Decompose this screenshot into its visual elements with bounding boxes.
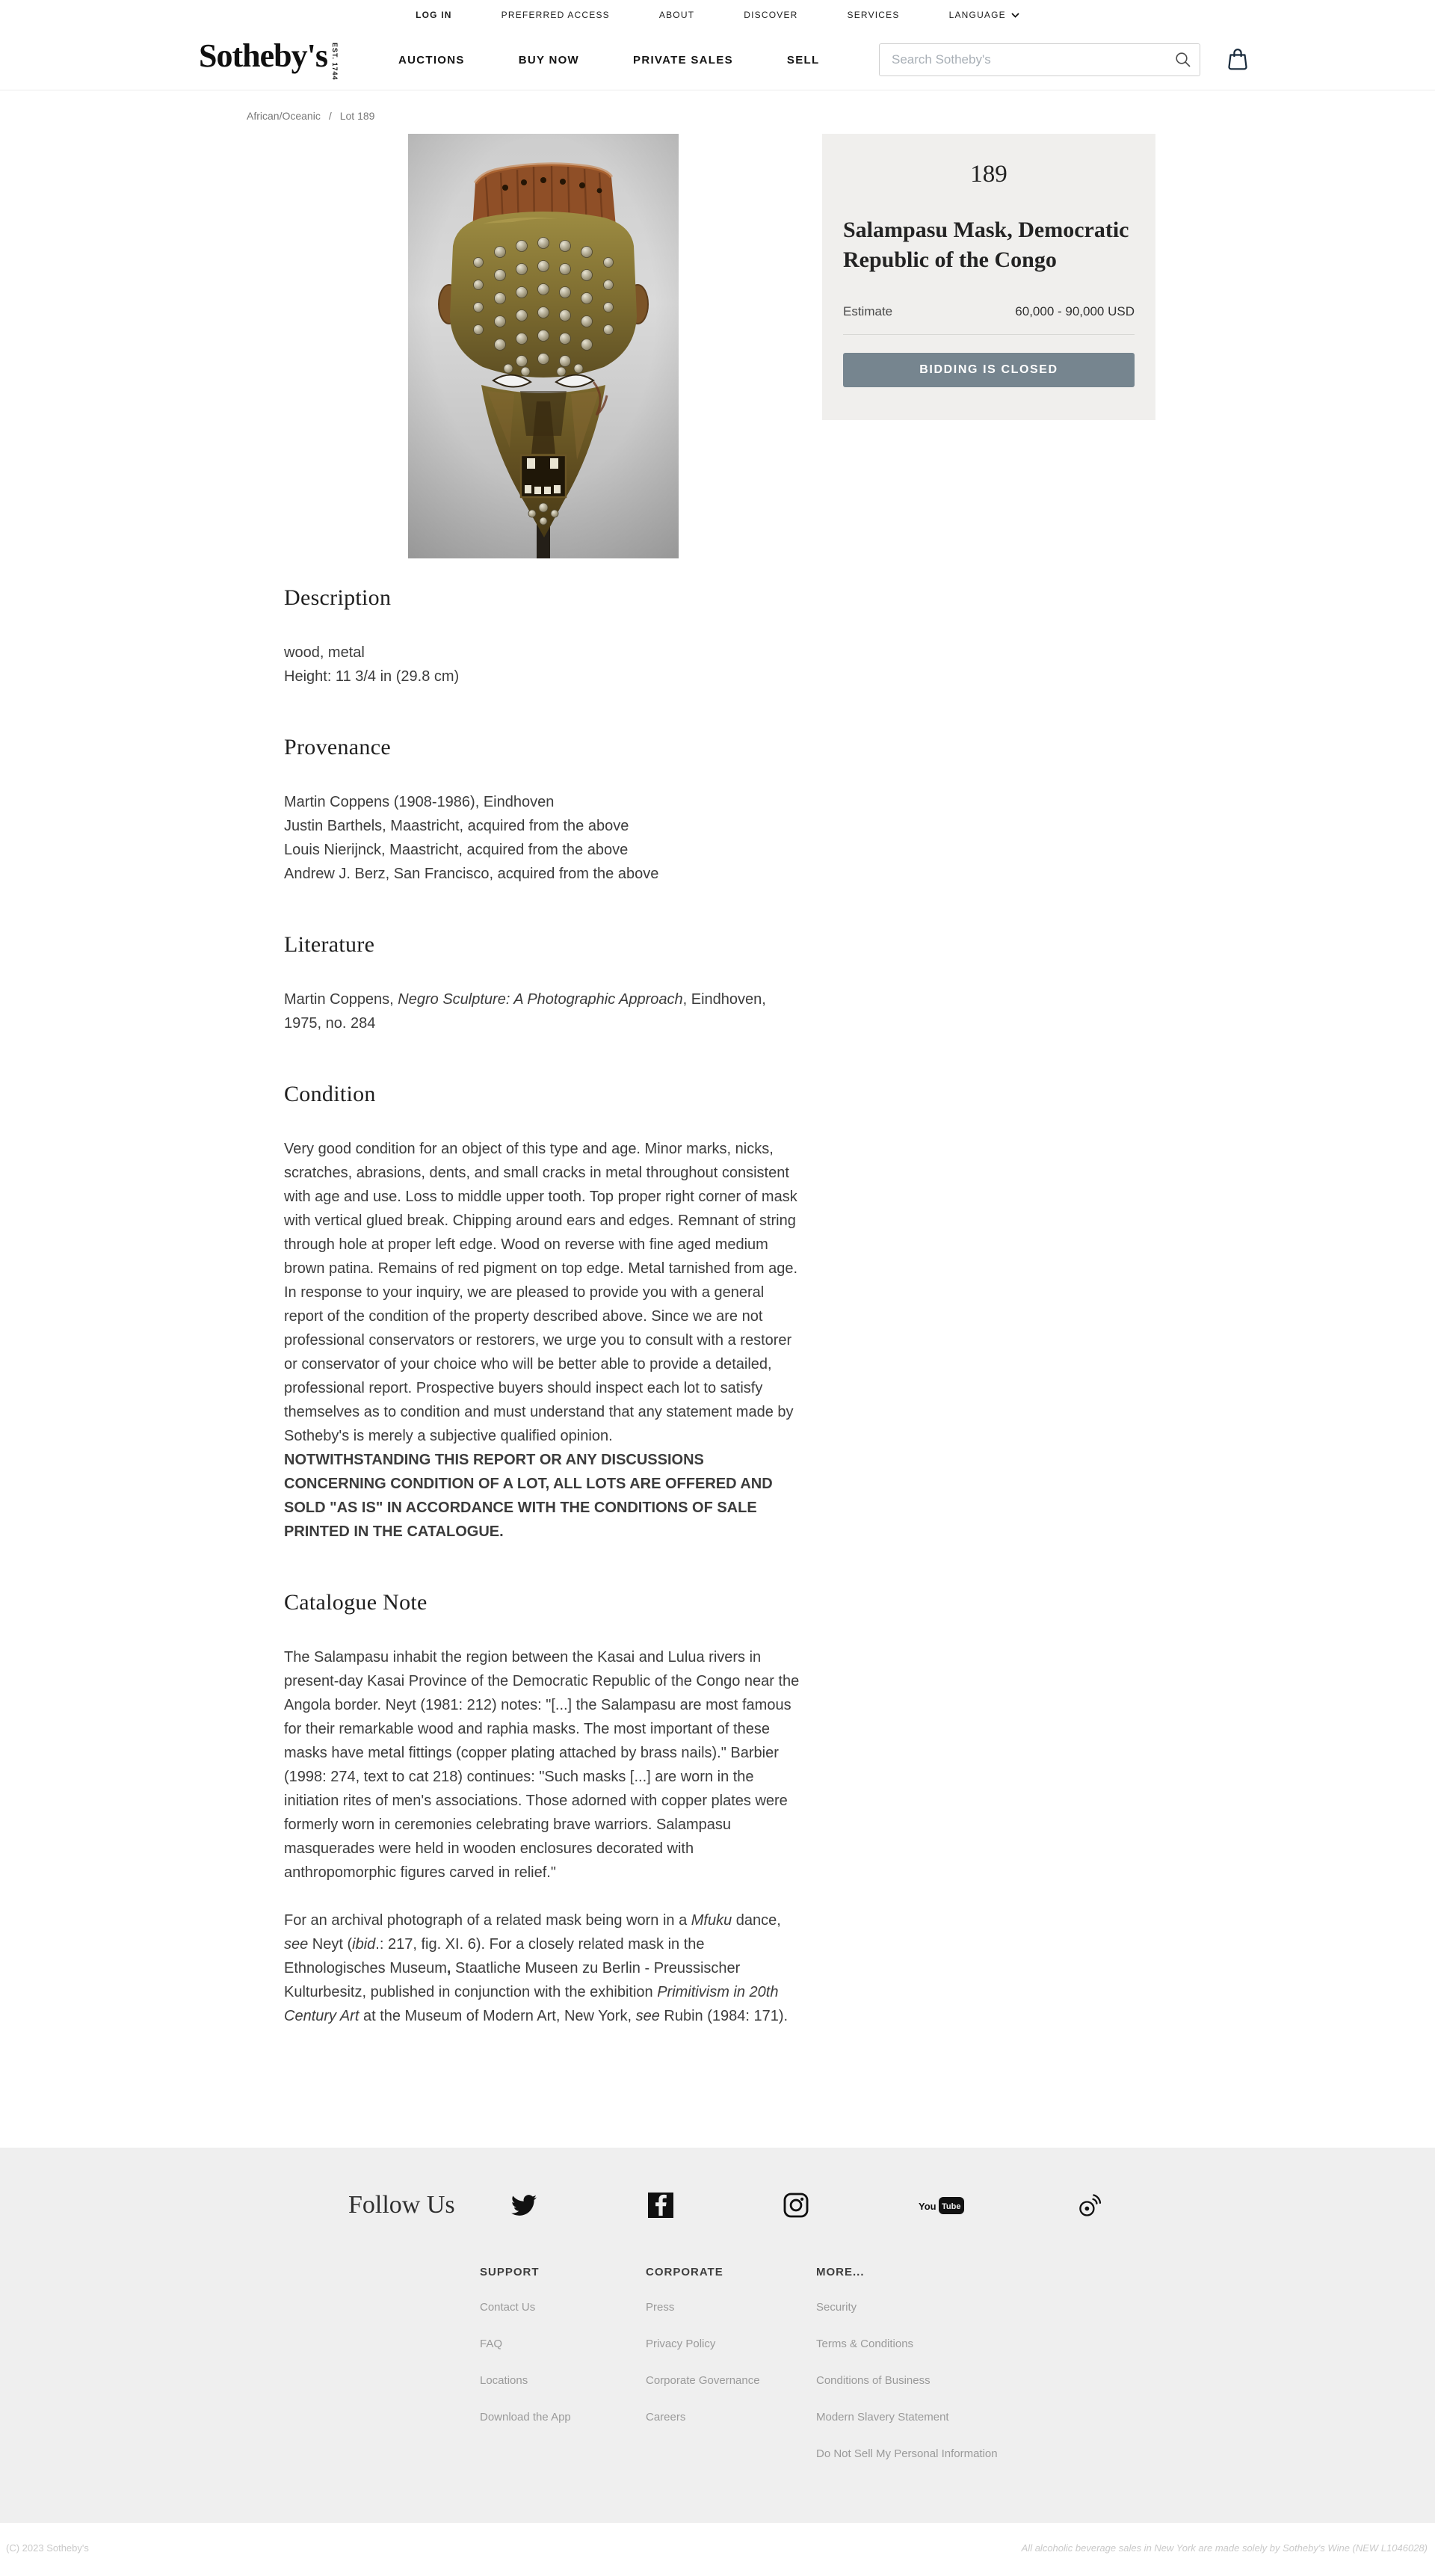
condition-legal-note: NOTWITHSTANDING THIS REPORT OR ANY DISCUSSIONS CONCERNING CONDITION OF A LOT, ALL LOTS ARE OFFERED AND SOLD "AS IS" IN ACCORDANCE WITH THE CONDITIONS OF SALE PRINTED IN THE CATALOGUE.	[284, 1452, 773, 1540]
primary-nav	[398, 54, 819, 67]
breadcrumb-lot: Lot 189	[339, 110, 375, 122]
utility-nav	[0, 0, 1435, 30]
more-heading: MORE...	[816, 2266, 865, 2278]
search-input[interactable]	[879, 43, 1200, 76]
catalogue-note-heading: Catalogue Note	[284, 1590, 428, 1615]
footer-link-corporate-governance[interactable]: Corporate Governance	[646, 2374, 760, 2387]
breadcrumb-separator: /	[328, 110, 332, 122]
language-label: LANGUAGE	[948, 10, 1006, 20]
search-icon[interactable]	[1175, 52, 1191, 70]
youtube-icon[interactable]	[919, 2194, 966, 2216]
condition-report: Very good condition for an object of this type and age. Minor marks, nicks, scratches, abrasions, dents, and small cracks in metal throughout consistent with age and use. Loss to middle upper tooth. Top proper right corner of mask with vertical glued break. Chipping around ears and edges. Remnant of string through hole at proper left edge. Wood on reverse with fine aged medium brown patina. Remains of red pigment on top edge. Metal tarnished from age.	[284, 1141, 798, 1277]
lot-info-panel	[822, 134, 1155, 420]
nav-private-sales[interactable]: PRIVATE SALES	[633, 53, 733, 67]
instagram-icon[interactable]	[783, 2192, 809, 2219]
lot-photo	[408, 134, 679, 558]
mask-illustration	[408, 134, 679, 558]
literature-heading: Literature	[284, 932, 375, 957]
footer-link-locations[interactable]: Locations	[480, 2374, 528, 2387]
lot-details	[284, 585, 807, 2028]
footer-column-support	[480, 2266, 646, 2483]
footer-link-faq[interactable]: FAQ	[480, 2338, 503, 2350]
breadcrumb	[0, 90, 1435, 122]
wine-notice: All alcoholic beverage sales in New York are made solely by Sotheby's Wine (NEW L1046028)	[1021, 2542, 1428, 2554]
facebook-icon[interactable]	[648, 2193, 673, 2218]
lot-hero	[0, 134, 1435, 558]
logo-est-1744: EST. 1744	[330, 42, 339, 81]
provenance-heading: Provenance	[284, 735, 391, 759]
footer-link-privacy-policy[interactable]: Privacy Policy	[646, 2338, 716, 2350]
panel-divider	[843, 334, 1135, 335]
footer-link-do-not-sell[interactable]: Do Not Sell My Personal Information	[816, 2447, 998, 2460]
catalogue-note-paragraph: The Salampasu inhabit the region between the Kasai and Lulua rivers in present-day Kasai Province of the Democratic Republic of the Congo near the Angola border. Neyt (1981: 212) notes: "[...] the Salampasu are most famous for their remarkable wood and raphia masks. The most important of these masks have metal fittings (copper plating attached by brass nails)." Barbier (1998: 274, text to cat 218) continues: "Such masks [...] are worn in the initiation rites of men's associations. Those adorned with copper plates were formerly worn in ceremonies celebrating brave warriors. Salampasu masquerades were held in wooden enclosures decorated with anthropomorphic figures carved in relief."	[284, 1649, 800, 1881]
literature-citation: Martin Coppens, Negro Sculpture: A Photographic Approach, Eindhoven, 1975, no. 284	[284, 991, 766, 1032]
provenance-line: Martin Coppens (1908-1986), Eindhoven	[284, 794, 555, 810]
description-materials: wood, metal	[284, 644, 365, 661]
provenance-line: Andrew J. Berz, San Francisco, acquired from the above	[284, 866, 659, 882]
site-footer	[0, 2148, 1435, 2523]
bidding-closed-button[interactable]: BIDDING IS CLOSED	[843, 353, 1135, 387]
lot-title: Salampasu Mask, Democratic Republic of the Congo	[843, 218, 1129, 272]
footer-link-modern-slavery[interactable]: Modern Slavery Statement	[816, 2411, 949, 2424]
corporate-heading: CORPORATE	[646, 2266, 723, 2278]
description-dimensions: Height: 11 3/4 in (29.8 cm)	[284, 668, 460, 685]
weibo-icon[interactable]	[1076, 2192, 1104, 2219]
language-menu[interactable]	[949, 10, 1019, 20]
footer-link-contact-us[interactable]: Contact Us	[480, 2301, 536, 2314]
footer-link-security[interactable]: Security	[816, 2301, 857, 2314]
svg-text:You: You	[918, 2201, 936, 2212]
footer-link-terms-conditions[interactable]: Terms & Conditions	[816, 2338, 914, 2350]
preferred-access-link[interactable]: PREFERRED ACCESS	[501, 10, 610, 20]
about-link[interactable]: ABOUT	[658, 10, 695, 20]
legal-strip	[0, 2523, 1435, 2576]
footer-column-corporate	[646, 2266, 816, 2483]
lot-number: 189	[970, 161, 1007, 188]
provenance-line: Louis Nierijnck, Maastricht, acquired from the above	[284, 842, 629, 858]
follow-us-label: Follow Us	[348, 2191, 455, 2219]
description-heading: Description	[284, 585, 392, 610]
support-heading: SUPPORT	[480, 2266, 540, 2278]
services-link[interactable]: SERVICES	[847, 10, 900, 20]
social-links	[509, 2192, 1104, 2219]
estimate-value: 60,000 - 90,000 USD	[1015, 304, 1135, 319]
provenance-line: Justin Barthels, Maastricht, acquired from the above	[284, 818, 629, 834]
footer-link-download-app[interactable]: Download the App	[480, 2411, 571, 2424]
sothebys-logo[interactable]	[199, 37, 345, 81]
footer-link-careers[interactable]: Careers	[646, 2411, 686, 2424]
condition-heading: Condition	[284, 1082, 376, 1106]
nav-auctions[interactable]: AUCTIONS	[398, 53, 465, 67]
search-bar	[879, 43, 1200, 76]
footer-link-press[interactable]: Press	[646, 2301, 675, 2314]
svg-text:Tube: Tube	[941, 2202, 961, 2211]
footer-link-conditions-of-business[interactable]: Conditions of Business	[816, 2374, 931, 2387]
logo-wordmark: Sotheby's	[199, 37, 327, 74]
catalogue-note-references: For an archival photograph of a related mask being worn in a Mfuku dance, see Neyt (ibid.: 217, fig. XI. 6). For a closely related mask in the Ethnologisches Museum, Staatliche Museen zu Berlin - Preussischer Kulturbesitz, published in conjunction with the exhibition Primitivism in 20th Century Art at the Museum of Modern Art, New York, see Rubin (1984: 171).	[284, 1912, 789, 2024]
follow-us-row	[0, 2191, 1435, 2219]
nav-buy-now[interactable]: BUY NOW	[518, 53, 580, 67]
main-header	[0, 30, 1435, 90]
chevron-down-icon	[1011, 13, 1019, 18]
estimate-label: Estimate	[843, 304, 893, 319]
copyright-text: (C) 2023 Sotheby's	[6, 2542, 89, 2554]
mask-mouth	[521, 455, 566, 497]
footer-column-more	[816, 2266, 1003, 2483]
bag-icon[interactable]	[1227, 48, 1248, 73]
description-text	[284, 641, 807, 688]
provenance-text	[284, 790, 807, 886]
nav-sell[interactable]: SELL	[786, 53, 820, 67]
discover-link[interactable]: DISCOVER	[744, 10, 798, 20]
login-link[interactable]: LOG IN	[416, 10, 452, 20]
breadcrumb-category[interactable]: African/Oceanic	[247, 110, 321, 122]
condition-disclaimer: In response to your inquiry, we are pleased to provide you with a general report of the condition of the property described above. Since we are not professional conservators or restorers, we urge you to consult with a restorer or conservator of your choice who will be better able to provide a detailed, professional report. Prospective buyers should inspect each lot to satisfy themselves as to condition and must understand that any statement made by Sotheby's is merely a subjective qualified opinion.	[284, 1284, 794, 1444]
twitter-icon[interactable]	[509, 2193, 539, 2218]
footer-link-columns	[480, 2266, 1435, 2483]
